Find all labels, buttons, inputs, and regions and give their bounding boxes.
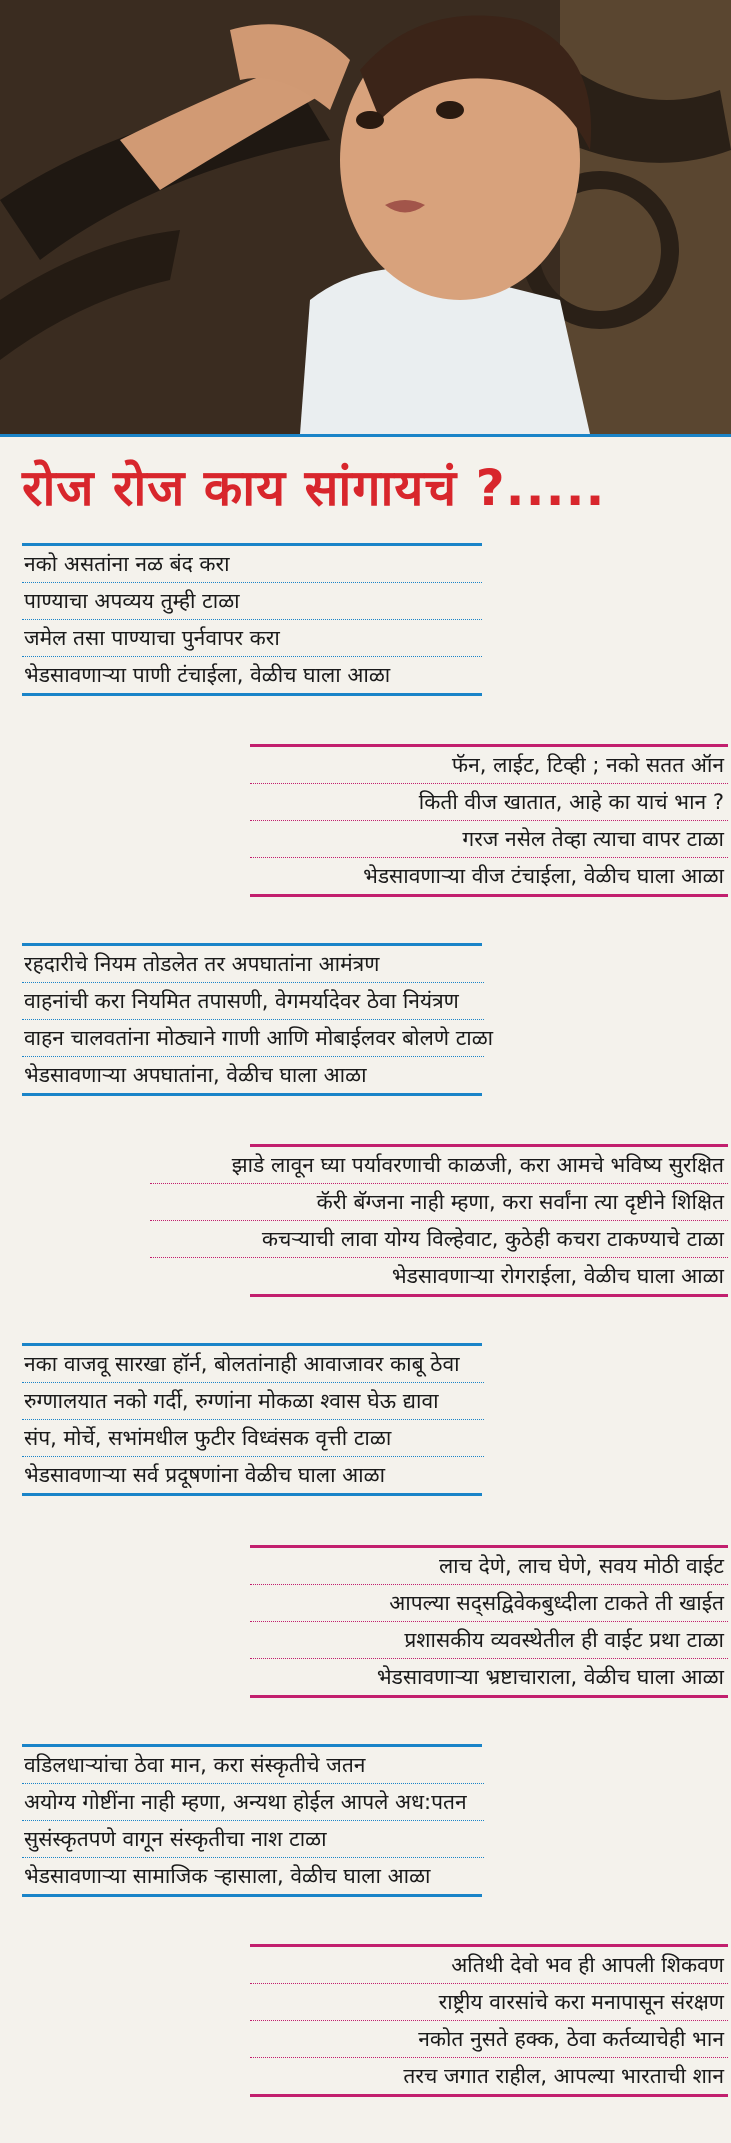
verse-line: कॅरी बॅग्जना नाही म्हणा, करा सर्वांना त्या दृष्टीने शिक्षित	[150, 1184, 728, 1221]
stanza-6	[250, 1545, 728, 1698]
verse-line: वाहन चालवतांना मोठ्याने गाणी आणि मोबाईलवर बोलणे टाळा	[22, 1020, 484, 1057]
verse-line: कचऱ्याची लावा योग्य विल्हेवाट, कुठेही कचरा टाकण्याचे टाळा	[150, 1221, 728, 1258]
verse-line: वाहनांची करा नियमित तपासणी, वेगमर्यादेवर ठेवा नियंत्रण	[22, 983, 484, 1020]
verse-line: अतिथी देवो भव ही आपली शिकवण	[250, 1947, 728, 1984]
verse-line: किती वीज खातात, आहे का याचं भान ?	[250, 784, 728, 821]
hero-photo	[0, 0, 731, 434]
stanza-rule	[22, 1493, 482, 1496]
verse-line: भेडसावणाऱ्या सर्व प्रदूषणांना वेळीच घाला आळा	[24, 1463, 386, 1487]
verse-line: गरज नसेल तेव्हा त्याचा वापर टाळा	[250, 821, 728, 858]
verse-line: लाच देणे, लाच घेणे, सवय मोठी वाईट	[250, 1548, 728, 1585]
verse-line: भेडसावणाऱ्या पाणी टंचाईला, वेळीच घाला आळा	[24, 663, 391, 687]
verse-line: तरच जगात राहील, आपल्या भारताची शान	[403, 2064, 724, 2088]
verse-line: जमेल तसा पाण्याचा पुर्नवापर करा	[22, 620, 482, 657]
stanza-4	[150, 1144, 728, 1297]
verse-line: नकोत नुसते हक्क, ठेवा कर्तव्याचेही भान	[250, 2021, 728, 2058]
stanza-7	[22, 1744, 542, 1897]
page-title: रोज रोज काय सांगायचं ?.....	[22, 459, 606, 517]
stanza-rule	[250, 894, 728, 897]
stanza-1	[22, 543, 482, 696]
verse-line: संप, मोर्चे, सभांमधील फुटीर विध्वंसक वृत्ती टाळा	[22, 1420, 484, 1457]
verse-line: प्रशासकीय व्यवस्थेतील ही वाईट प्रथा टाळा	[250, 1622, 728, 1659]
verse-line: नको असतांना नळ बंद करा	[22, 546, 482, 583]
verse-line: भेडसावणाऱ्या सामाजिक ऱ्हासाला, वेळीच घाला आळा	[24, 1864, 431, 1888]
stanza-rule	[22, 1093, 482, 1096]
stanza-rule	[22, 693, 482, 696]
stanza-2	[250, 744, 728, 897]
verse-line: रहदारीचे नियम तोडलेत तर अपघातांना आमंत्रण	[22, 946, 484, 983]
verse-line: भेडसावणाऱ्या रोगराईला, वेळीच घाला आळा	[391, 1264, 724, 1288]
stanza-8	[250, 1944, 728, 2097]
verse-line: पाण्याचा अपव्यय तुम्ही टाळा	[22, 583, 482, 620]
verse-line: वडिलधाऱ्यांचा ठेवा मान, करा संस्कृतीचे जतन	[22, 1747, 484, 1784]
verse-line: भेडसावणाऱ्या भ्रष्टाचाराला, वेळीच घाला आळा	[376, 1665, 724, 1689]
verse-line: सुसंस्कृतपणे वागून संस्कृतीचा नाश टाळा	[22, 1821, 484, 1858]
stanza-rule	[250, 1294, 728, 1297]
verse-line: आपल्या सद्सद्विवेकबुध्दीला टाकते ती खाईत	[250, 1585, 728, 1622]
verse-line: अयोग्य गोष्टींना नाही म्हणा, अन्यथा होईल आपले अध:पतन	[22, 1784, 484, 1821]
verse-line: राष्ट्रीय वारसांचे करा मनापासून संरक्षण	[250, 1984, 728, 2021]
stanza-rule	[250, 2094, 728, 2097]
stanza-rule	[22, 1894, 482, 1897]
verse-line: भेडसावणाऱ्या वीज टंचाईला, वेळीच घाला आळा	[363, 864, 724, 888]
stanza-5	[22, 1343, 542, 1496]
stanza-rule	[250, 1695, 728, 1698]
hero-divider	[0, 434, 731, 437]
child-photo-illustration	[0, 0, 731, 434]
verse-line: रुग्णालयात नको गर्दी, रुग्णांना मोकळा श्वास घेऊ द्यावा	[22, 1383, 484, 1420]
verse-line: फॅन, लाईट, टिव्ही ; नको सतत ऑन	[250, 747, 728, 784]
verse-line: नका वाजवू सारखा हॉर्न, बोलतांनाही आवाजावर काबू ठेवा	[22, 1346, 484, 1383]
stanza-3	[22, 943, 542, 1096]
verse-line: झाडे लावून घ्या पर्यावरणाची काळजी, करा आमचे भविष्य सुरक्षित	[150, 1147, 728, 1184]
verse-line: भेडसावणाऱ्या अपघातांना, वेळीच घाला आळा	[24, 1063, 367, 1087]
